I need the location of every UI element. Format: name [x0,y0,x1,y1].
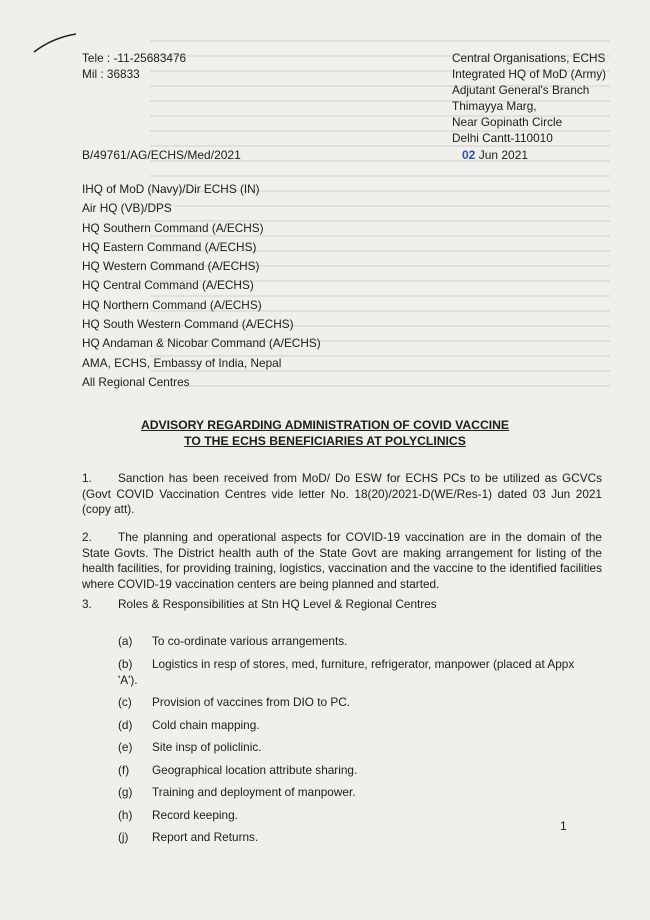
advisory-title [0,417,650,449]
addressee-list [82,180,321,392]
address-line: Adjutant General's Branch [452,83,590,97]
title-line: TO THE ECHS BENEFICIARIES AT POLYCLINICS [184,434,466,448]
addressee: Air HQ (VB)/DPS [82,201,172,216]
item-text: Site insp of policlinic. [152,740,262,754]
paragraph-number: 2. [82,530,92,544]
date-day: 02 [462,148,476,162]
addressee: HQ Central Command (A/ECHS) [82,278,254,293]
addressee: HQ Eastern Command (A/ECHS) [82,239,257,254]
item-text: Logistics in resp of stores, med, furniture, refrigerator, manpower (placed at Appx 'A'). [118,656,575,687]
addressee: HQ Andaman & Nicobar Command (A/ECHS) [82,336,321,351]
list-item [118,762,588,778]
list-item [118,829,588,845]
paragraph-text: The planning and operational aspects for COVID-19 vaccination are in the domain of the State Govts. The District health auth of the State Govt are making arrangement for listing of the health facilities, for providing training, logistics, vaccination and the vaccine to the identified facilities where COVID-19 vaccination centers are being planned and started. [82,530,602,591]
address-line: Thimayya Marg, [452,99,537,113]
item-text: Report and Returns. [152,830,259,844]
list-item [118,633,588,649]
item-text: To co-ordinate various arrangements. [152,634,348,648]
paragraph-number: 3. [82,597,92,611]
item-marker: (g) [118,785,133,799]
item-marker: (d) [118,717,133,732]
list-item [118,717,588,733]
addressee: AMA, ECHS, Embassy of India, Nepal [82,355,282,370]
list-item [118,694,588,710]
paragraph-number: 1. [82,471,92,485]
address-line: Near Gopinath Circle [452,115,563,129]
paragraph-text: Sanction has been received from MoD/ Do ESW for ECHS PCs to be utilized as GCVCs (Govt COVID Vaccination Centres vide letter No. 18(20)/2021-D(WE/Res-1) dated 03 Jun 2021 (copy att). [82,471,602,516]
telephone-line: Tele : -11-25683476 [82,51,187,65]
item-marker: (e) [118,740,133,754]
list-item [118,807,588,823]
pen-stroke-mark [30,28,80,58]
list-item [118,656,588,688]
list-item [118,784,588,800]
addressee: IHQ of MoD (Navy)/Dir ECHS (IN) [82,182,260,196]
address-line: Central Organisations, ECHS [452,51,606,65]
sender-address [452,50,606,146]
list-item [118,739,588,755]
item-text: Record keeping. [152,807,238,822]
paragraph-text: Roles & Responsibilities at Stn HQ Level & Regional Centres [118,597,437,611]
addressee: HQ Northern Command (A/ECHS) [82,297,262,312]
paragraph-2 [82,530,602,592]
item-marker: (h) [118,807,133,822]
item-text: Cold chain mapping. [152,717,260,732]
title-line: ADVISORY REGARDING ADMINISTRATION OF COVID VACCINE [140,418,510,432]
item-marker: (a) [118,634,133,648]
addressee: All Regional Centres [82,374,190,389]
reference-number: B/49761/AG/ECHS/Med/2021 [82,148,241,162]
item-marker: (c) [118,695,132,709]
paragraph-3 [82,597,602,613]
mil-line: Mil : 36833 [82,67,140,81]
addressee: HQ Southern Command (A/ECHS) [82,220,264,235]
contact-info [82,50,186,82]
roles-list [118,633,588,852]
paragraph-1 [82,471,602,518]
date-month-year: Jun 2021 [475,148,529,162]
addressee: HQ South Western Command (A/ECHS) [82,317,294,332]
letter-date [462,147,528,163]
item-marker: (j) [118,830,129,844]
item-text: Geographical location attribute sharing. [152,762,358,777]
item-marker: (b) [118,656,133,671]
address-line: Delhi Cantt-110010 [452,131,553,145]
address-line: Integrated HQ of MoD (Army) [452,67,607,81]
item-marker: (f) [118,762,130,777]
page-number: 1 [560,819,567,833]
addressee: HQ Western Command (A/ECHS) [82,259,260,274]
item-text: Training and deployment of manpower. [152,785,356,799]
item-text: Provision of vaccines from DIO to PC. [152,695,350,709]
